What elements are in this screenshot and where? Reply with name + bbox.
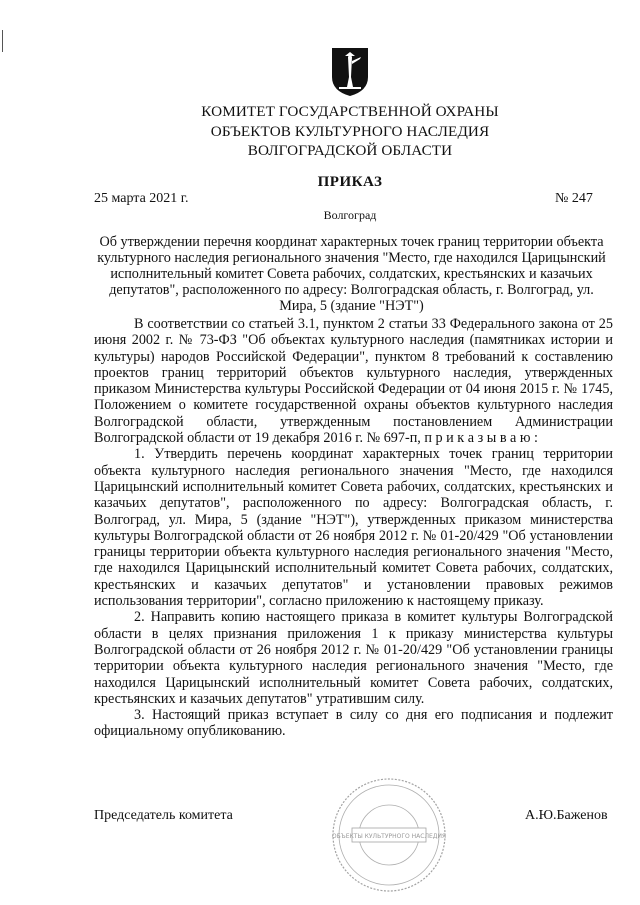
document-date: 25 марта 2021 г. [94, 191, 189, 206]
item-2-paragraph: 2. Направить копию настоящего приказа в комитет культуры Волгоградской области в целях признания приложения 1 к приказу министерства культуры Волгоградской области от 26 ноября 2012 г. № 01-20/429 "Об установлении границы территории объекта культурного наследия регионального значения "Место, где находился Царицынский исполнительный комитет Совета рабочих, солдатских, крестьянских и казачьих депутатов" утратившим силу. [94, 609, 613, 707]
organization-header [0, 102, 640, 161]
stamp-text: ОБЪЕКТЫ КУЛЬТУРНОГО НАСЛЕДИЯ [331, 833, 447, 840]
preamble-paragraph: В соответствии со статьей 3.1, пунктом 2 статьи 33 Федерального закона от 25 июня 2002 г. № 73-ФЗ "Об объектах культурного наследия (памятниках истории и культуры) народов Российской Федерации", пунктом 8 требований к составлению проектов границ территорий объектов культурного наследия, утвержденных приказом Министерства культуры Российской Федерации от 04 июня 2015 г. № 1745, Положением о комитете государственной охраны объектов культурного наследия Волгоградской области, утвержденным постановлением Администрации Волгоградской области от 19 декабря 2016 г. № 697-п, п р и к а з ы в а ю : [94, 316, 613, 447]
document-type-title: ПРИКАЗ [317, 174, 383, 190]
header-line-2: ОБЪЕКТОВ КУЛЬТУРНОГО НАСЛЕДИЯ [210, 122, 490, 140]
header-line-3: ВОЛГОГРАДСКОЙ ОБЛАСТИ [247, 142, 453, 159]
coat-of-arms-icon [331, 47, 369, 97]
item-1-paragraph: 1. Утвердить перечень координат характерных точек границ территории объекта культурного наследия регионального значения "Место, где находился Царицынский исполнительный комитет Совета рабочих, солдатских, крестьянских и казачьих депутатов", расположенного по адресу: Волгоградская область, г. Волгоград, ул. Мира, 5 (здание "НЭТ"), утвержденных приказом министерства культуры Волгоградской области от 26 ноября 2012 г. № 01-20/429 "Об установлении границы территории объекта культурного наследия регионального значения "Место, где находился Царицынский исполнительный комитет Совета рабочих, солдатских, крестьянских и казачьих депутатов" и установлении правовых режимов использования территории", согласно приложению к настоящему приказу. [94, 446, 613, 610]
header-line-1: КОМИТЕТ ГОСУДАРСТВЕННОЙ ОХРАНЫ [201, 103, 499, 120]
official-seal-icon [330, 776, 448, 894]
signatory-name: А.Ю.Баженов [525, 808, 608, 823]
document-city: Волгоград [323, 208, 377, 222]
signatory-role: Председатель комитета [94, 808, 233, 823]
item-3-paragraph: 3. Настоящий приказ вступает в силу со дня его подписания и подлежит официальному опубликованию. [94, 707, 613, 740]
document-body [94, 316, 613, 740]
document-number: № 247 [555, 191, 593, 206]
scan-margin-mark [2, 30, 3, 52]
document-subject: Об утверждении перечня координат характерных точек границ территории объекта культурного наследия регионального значения "Место, где находился Царицынский исполнительный комитет Совета рабочих, солдатских, крестьянских и казачьих депутатов", расположенного по адресу: Волгоградская область, г. Волгоград, ул. Мира, 5 (здание "НЭТ") [97, 234, 606, 314]
